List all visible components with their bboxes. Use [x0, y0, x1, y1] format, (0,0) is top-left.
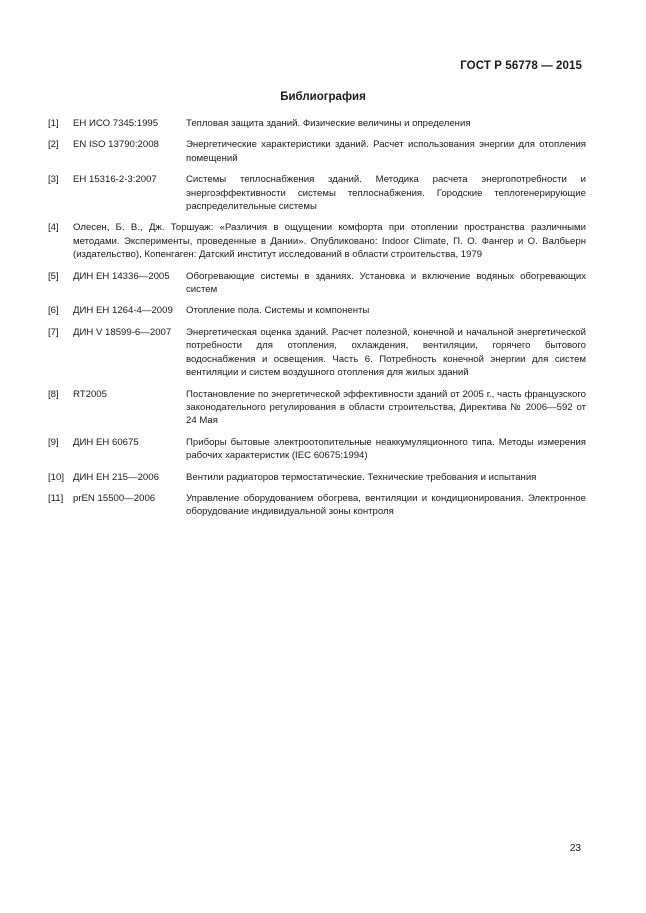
bibliography-entry [48, 117, 586, 130]
bibliography-entry [48, 326, 586, 380]
entry-text: Управление оборудованием обогрева, вентиляции и кондиционирования. Электронное оборудование индивидуальной зоны контроля [186, 492, 586, 518]
bibliography-entry [48, 304, 586, 317]
entry-text: Вентили радиаторов термостатические. Технические требования и испытания [186, 471, 537, 483]
entry-text: Постановление по энергетической эффективности зданий от 2005 г., часть французского законодательного регулирования в области строительства, Директива № 2006—592 от 24 Мая [186, 388, 586, 427]
entry-text: Отопление пола. Системы и компоненты [186, 305, 370, 317]
bibliography-entry [48, 471, 586, 484]
entry-text: Энергетические характеристики зданий. Расчет использования энергии для отопления помещений [186, 139, 586, 164]
entry-code: EN ISO 13790:2008 [73, 139, 159, 151]
entry-code: ДИН V 18599-6—2007 [73, 326, 172, 338]
entry-text: Обогревающие системы в зданиях. Установка и включение водяных обогревающих систем [186, 270, 586, 296]
entry-number: [5] [48, 270, 59, 282]
entry-code: RT2005 [73, 388, 107, 400]
entry-code: ДИН ЕН 1264-4—2009 [73, 305, 173, 317]
entry-text: Приборы бытовые электроотопительные неаккумуляционного типа. Методы измерения рабочих характеристик (IEC 60675:1994) [186, 436, 586, 462]
entry-number: [4] [48, 222, 59, 234]
bibliography-entry [48, 138, 586, 165]
standard-code-header: ГОСТ Р 56778 — 2015 [460, 60, 582, 72]
bibliography-entry [48, 221, 586, 261]
entry-text: Олесен, Б. В., Дж. Торшуаж: «Различия в ощущении комфорта при отоплении пространства различными методами. Эксперименты, проведенные в Дании». Опубликовано: Indoor Climate, П. О. Фангер и О. Валбьерн (издательство), Копенгаген: Датский институт исследований в области строительства, 1979 [73, 222, 586, 261]
entry-number: [10] [48, 471, 65, 483]
entry-number: [7] [48, 326, 59, 338]
entry-code: ЕН ИСО 7345:1995 [73, 118, 159, 129]
entry-text: Тепловая защита зданий. Физические величины и определения [186, 118, 471, 129]
bibliography-title: Библиография [280, 91, 366, 103]
entry-number: [3] [48, 174, 59, 186]
entry-code: ДИН ЕН 60675 [73, 436, 139, 448]
entry-number: [11] [48, 492, 64, 504]
page-number: 23 [569, 843, 581, 854]
entry-number: [6] [48, 305, 59, 317]
entry-number: [9] [48, 436, 59, 448]
bibliography-list [48, 117, 586, 527]
entry-text: Энергетическая оценка зданий. Расчет полезной, конечной и начальной энергетической потребности для отопления, охлаждения, вентиляции, горячего бытового водоснабжения и освещения. Часть 6. Потребность конечной энергии для систем вентиляции и систем воздушного отопления для жилых зданий [186, 326, 586, 379]
bibliography-entry [48, 270, 586, 297]
entry-code: ДИН ЕН 215—2006 [73, 471, 159, 483]
bibliography-entry [48, 492, 586, 519]
entry-code: prEN 15500—2006 [73, 492, 156, 504]
bibliography-entry [48, 173, 586, 213]
entry-text: Системы теплоснабжения зданий. Методика расчета энергопотребности и энергоэффективности системы теплоснабжения. Городские теплогенерирующие распределительные системы [186, 174, 586, 213]
entry-number: [8] [48, 388, 59, 400]
entry-number: [2] [48, 139, 59, 151]
entry-number: [1] [48, 118, 59, 129]
bibliography-entry [48, 388, 586, 428]
entry-code: ДИН ЕН 14336—2005 [73, 270, 170, 282]
entry-code: ЕН 15316-2-3:2007 [73, 174, 157, 186]
bibliography-entry [48, 436, 586, 463]
